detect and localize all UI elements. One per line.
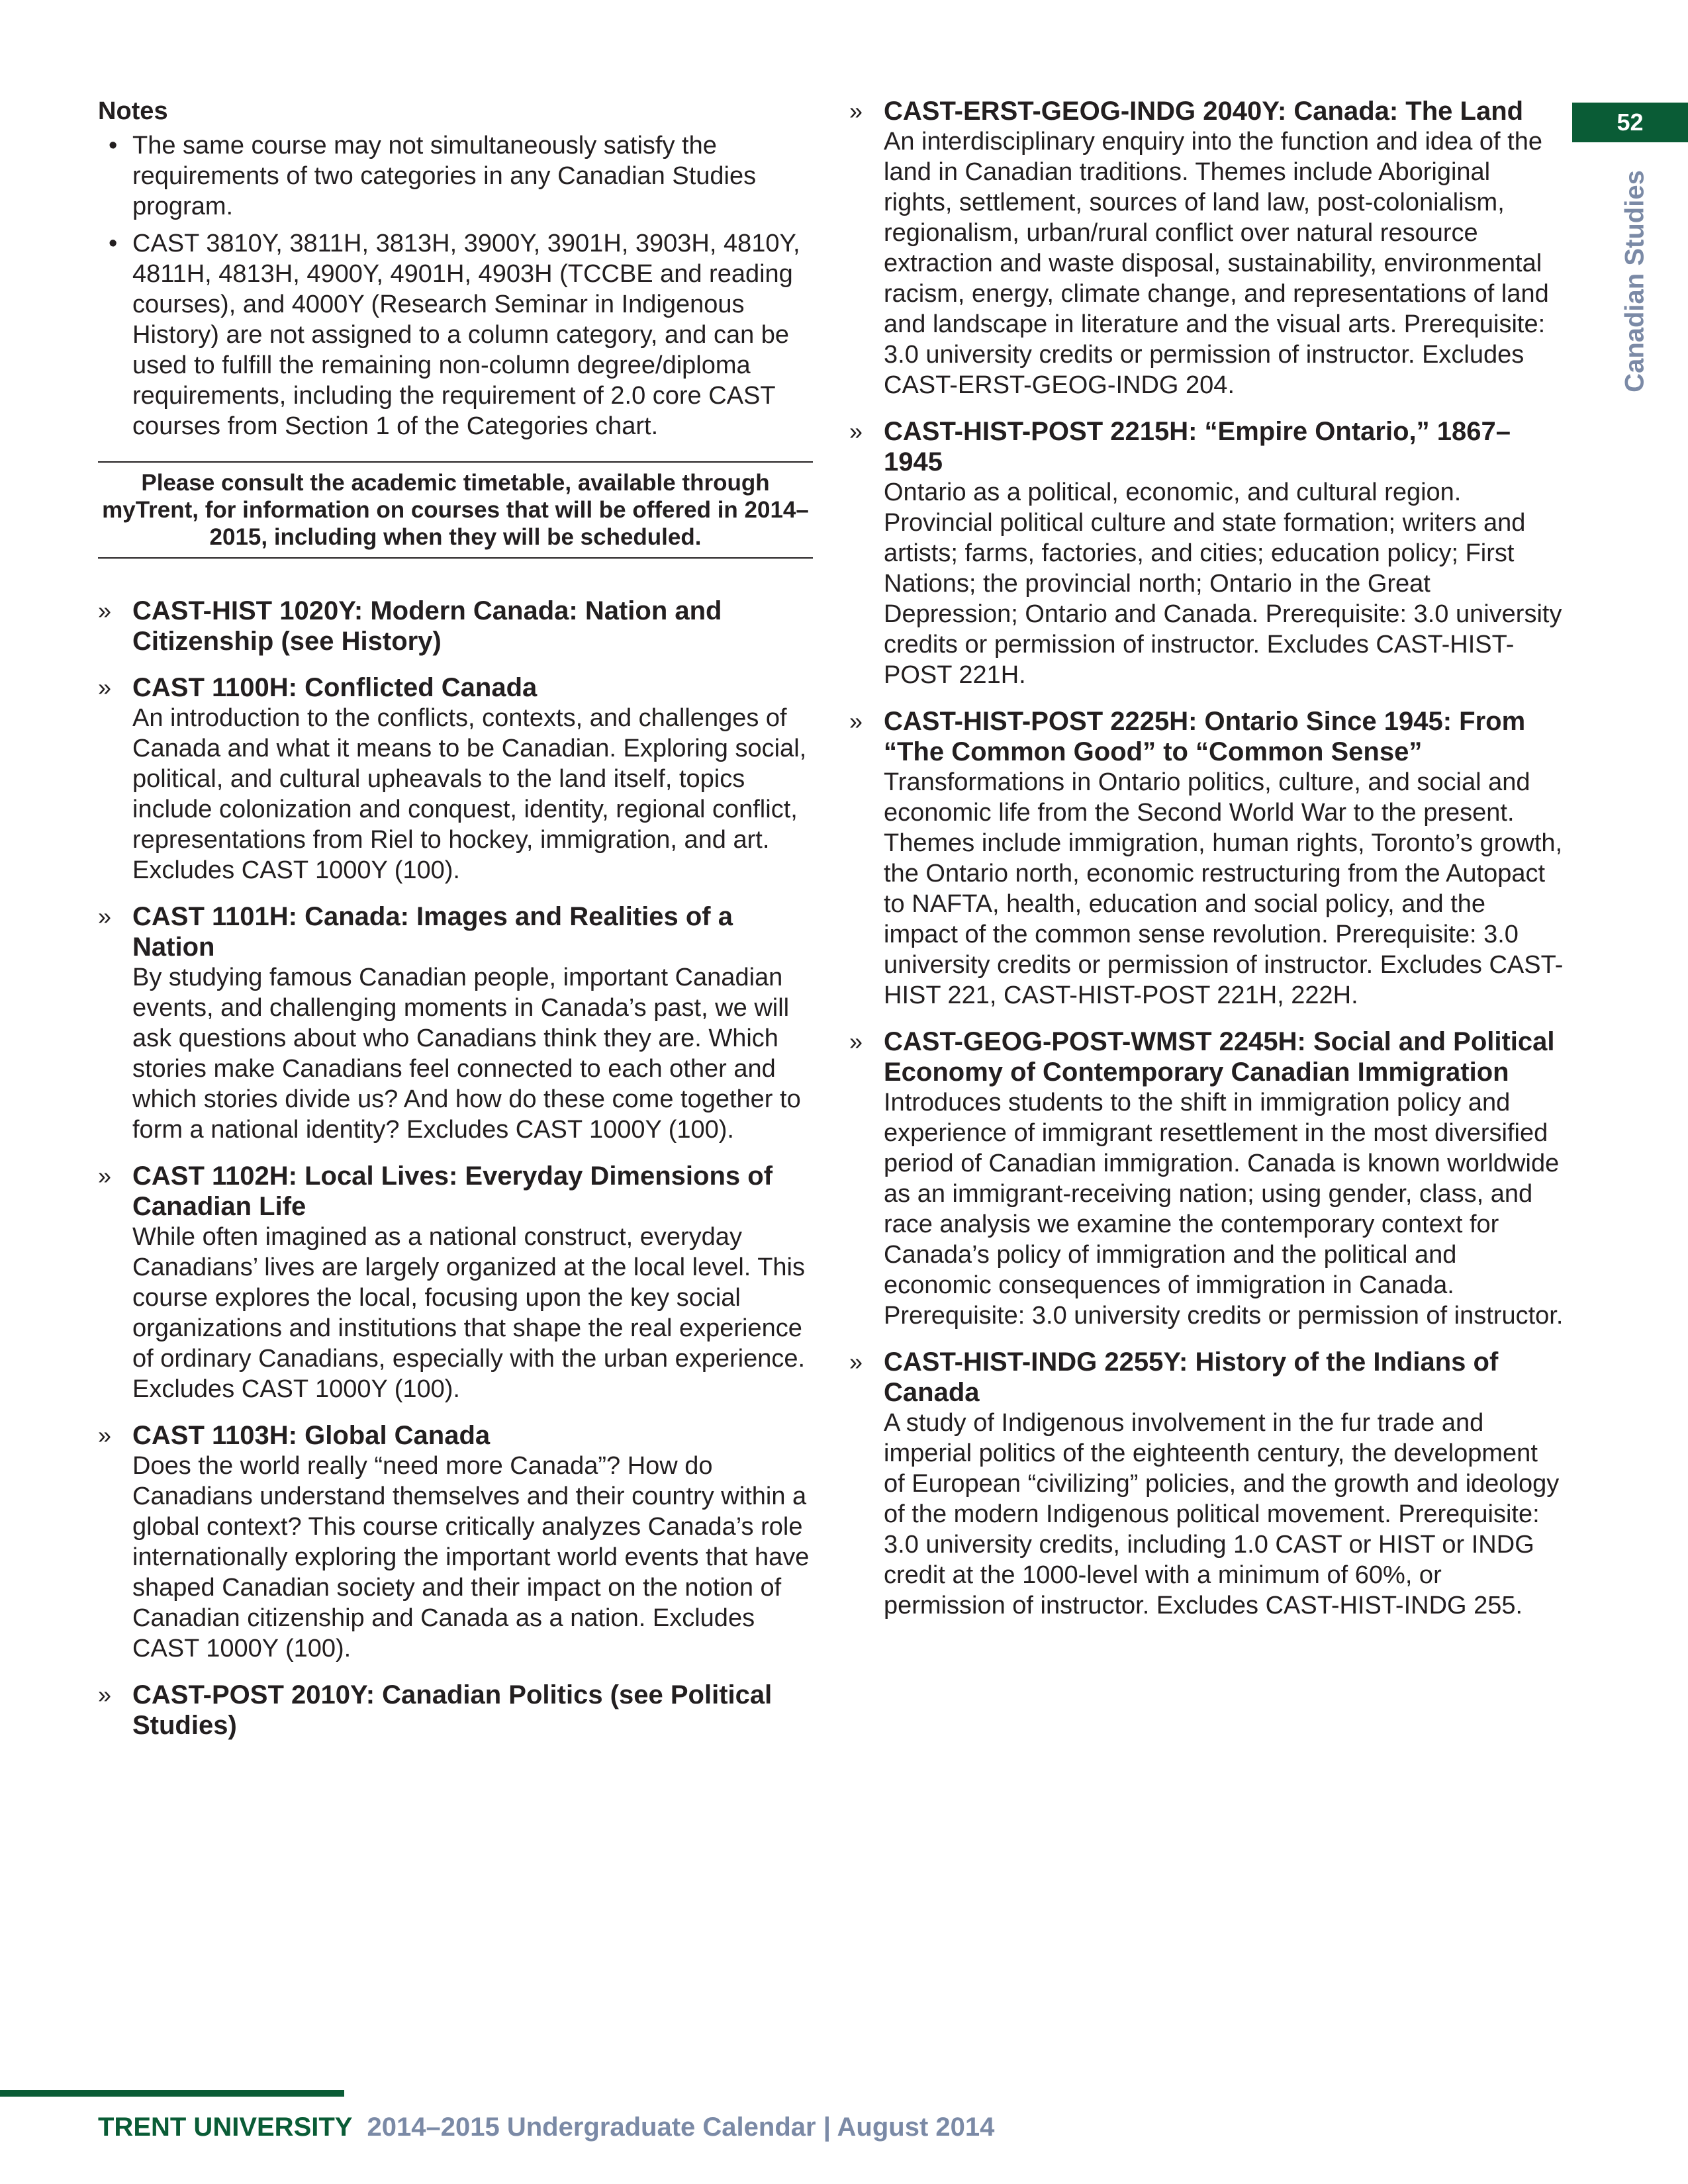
course-title: CAST 1100H: Conflicted Canada [132,673,538,702]
course-marker-icon: » [849,1028,863,1055]
course-marker-icon: » [849,97,863,124]
course-title: CAST 1102H: Local Lives: Everyday Dimensions of Canadian Life [132,1161,773,1221]
course-entry [98,1680,813,1741]
course-title: CAST-ERST-GEOG-INDG 2040Y: Canada: The Land [884,97,1524,126]
notes-list [98,130,813,441]
course-marker-icon: » [98,903,112,930]
course-marker-icon: » [98,1162,112,1189]
course-marker-icon: » [98,1681,112,1708]
bullet-icon: • [109,132,118,159]
course-description: A study of Indigenous involvement in the fur trade and imperial politics of the eighteenth century, the development of European “civilizing” policies, and the growth and ideology of the modern Indigenous political movement. Prerequisite: 3.0 university credits, including 1.0 CAST or HIST or INDG credit at the 1000-level with a minimum of 60%, or permission of instructor. Excludes CAST-HIST-INDG 255. [884,1409,1560,1619]
course-title: CAST-HIST-POST 2225H: Ontario Since 1945: From “The Common Good” to “Common Sense” [884,707,1526,766]
course-title: CAST 1103H: Global Canada [132,1421,491,1450]
left-column [98,96,813,1756]
section-side-title-text: Canadian Studies [1620,170,1650,392]
course-description: Ontario as a political, economic, and cultural region. Provincial political culture and state formation; writers and artists; farms, factories, and cities; education policy; First Nations; the provincial north; Ontario in the Great Depression; Ontario and Canada. Prerequisite: 3.0 university credits or permission of instructor. Excludes CAST-HIST-POST 221H. [884,478,1562,689]
course-description: Transformations in Ontario politics, culture, and social and economic life from the Second World War to the present. Themes include immigration, human rights, Toronto’s growth, the Ontario north, economic restructuring from the Autopact to NAFTA, health, education and social policy, and the impact of the common sense revolution. Prerequisite: 3.0 university credits or permission of instructor. Excludes CAST-HIST 221, CAST-HIST-POST 221H, 222H. [884,768,1564,1009]
course-description: An introduction to the conflicts, contexts, and challenges of Canada and what it means to be Canadian. Exploring social, political, and cultural upheavals to the land itself, topics include colonization and conquest, identity, regional conflict, representations from Riel to hockey, immigration, and art. Excludes CAST 1000Y (100). [132,704,807,884]
footer-university: TRENT UNIVERSITY [98,2113,353,2142]
section-side-title [1615,165,1655,397]
course-entry [849,96,1564,400]
course-description: Introduces students to the shift in immigration policy and experience of immigrant resettlement in the most diversified period of Canadian immigration. Canada is known worldwide as an immigrant-receiving nation; using gender, class, and race analysis we examine the contemporary context for Canada’s policy of immigration and the political and economic consequences of immigration in Canada. Prerequisite: 3.0 university credits or permission of instructor. [884,1089,1564,1330]
note-text: The same course may not simultaneously satisfy the requirements of two categories in any Canadian Studies program. [132,132,757,220]
course-entry [849,416,1564,690]
timetable-notice: Please consult the academic timetable, available through myTrent, for information on courses that will be offered in 2014–2015, including when they will be scheduled. [98,461,813,559]
course-marker-icon: » [98,1422,112,1449]
note-item [109,130,813,222]
course-entry [98,596,813,657]
course-description: Does the world really “need more Canada”? How do Canadians understand themselves and their country within a global context? This course critically analyzes Canada’s role internationally exploring the important world events that have shaped Canadian society and their impact on the notion of Canadian citizenship and Canada as a nation. Excludes CAST 1000Y (100). [132,1452,810,1662]
footer-calendar: 2014–2015 Undergraduate Calendar | August 2014 [367,2113,995,2142]
course-marker-icon: » [98,597,112,624]
course-title: CAST 1101H: Canada: Images and Realities of a Nation [132,902,733,962]
note-item [109,228,813,441]
course-entry [98,1420,813,1664]
course-entry [98,901,813,1145]
page-number: 52 [1572,103,1688,142]
course-title: CAST-POST 2010Y: Canadian Politics (see Political Studies) [132,1680,773,1740]
course-title: CAST-GEOG-POST-WMST 2245H: Social and Political Economy of Contemporary Canadian Immigration [884,1027,1555,1087]
course-description: While often imagined as a national construct, everyday Canadians’ lives are largely organized at the local level. This course explores the local, focusing upon the key social organizations and institutions that shape the real experience of ordinary Canadians, especially with the urban experience. Excludes CAST 1000Y (100). [132,1223,806,1403]
course-title: CAST-HIST-INDG 2255Y: History of the Indians of Canada [884,1347,1499,1407]
course-description: An interdisciplinary enquiry into the function and idea of the land in Canadian traditions. Themes include Aboriginal rights, settlement, sources of land law, post-colonialism, regionalism, urban/rural conflict over natural resource extraction and waste disposal, sustainability, environmental racism, energy, climate change, and representations of land and landscape in literature and the visual arts. Prerequisite: 3.0 university credits or permission of instructor. Excludes CAST-ERST-GEOG-INDG 204. [884,128,1549,399]
bullet-icon: • [109,230,118,257]
course-entry [849,706,1564,1011]
footer [98,2111,994,2143]
right-column [849,96,1564,1637]
footer-rule [0,2090,344,2097]
notes-heading: Notes [98,97,168,125]
course-entry [849,1026,1564,1331]
course-entry [98,672,813,886]
course-title: CAST-HIST-POST 2215H: “Empire Ontario,” 1867–1945 [884,417,1511,477]
note-text: CAST 3810Y, 3811H, 3813H, 3900Y, 3901H, 3903H, 4810Y, 4811H, 4813H, 4900Y, 4901H, 4903H (TCCBE and reading courses), and 4000Y (Research Seminar in Indigenous History) are not assigned to a column category, and can be used to fulfill the remaining non-column degree/diploma requirements, including the requirement of 2.0 core CAST courses from Section 1 of the Categories chart. [132,230,800,440]
course-marker-icon: » [849,707,863,735]
course-marker-icon: » [849,418,863,445]
course-entry [98,1161,813,1404]
course-description: By studying famous Canadian people, important Canadian events, and challenging moments in Canada’s past, we will ask questions about who Canadians think they are. Which stories make Canadians feel connected to each other and which stories divide us? And how do these come together to form a national identity? Excludes CAST 1000Y (100). [132,964,801,1144]
course-entry [849,1347,1564,1621]
course-marker-icon: » [849,1348,863,1375]
course-title: CAST-HIST 1020Y: Modern Canada: Nation and Citizenship (see History) [132,596,722,656]
course-marker-icon: » [98,674,112,701]
